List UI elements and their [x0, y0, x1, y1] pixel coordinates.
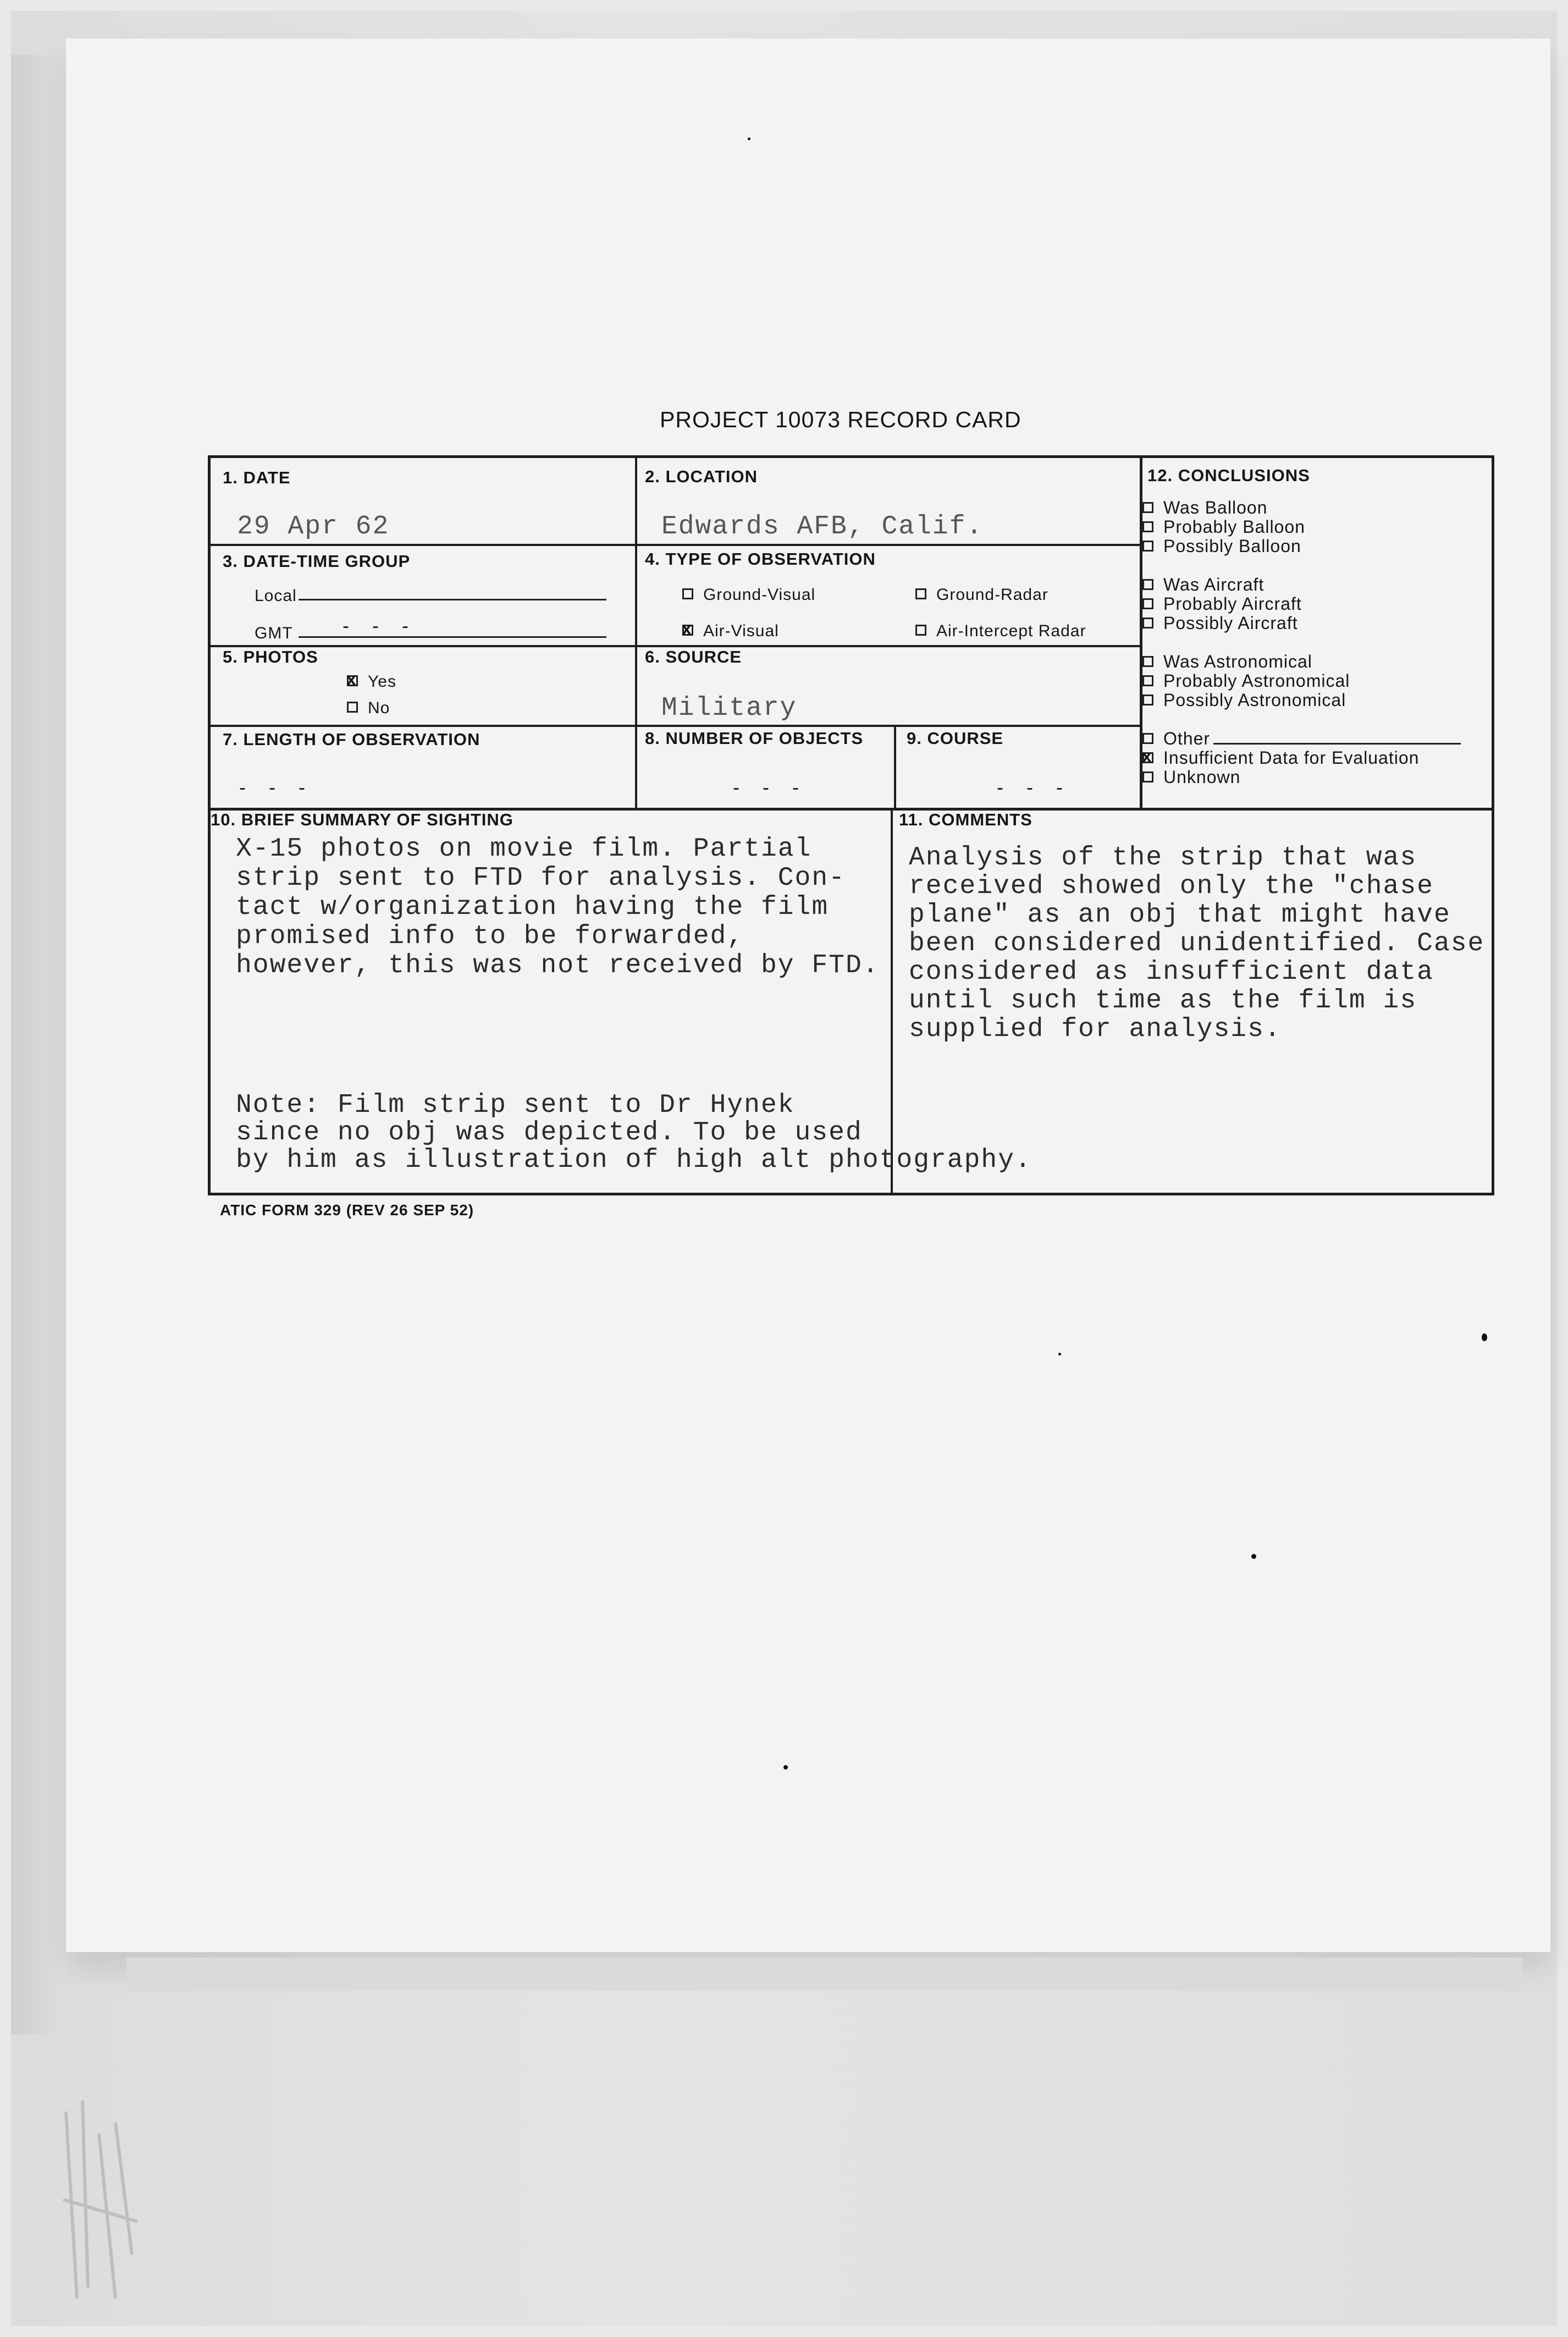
conclusions-label: 12. CONCLUSIONS [1147, 466, 1310, 485]
photos-yes: xYes [347, 673, 396, 691]
summary-line: tact w/organization having the film [236, 892, 829, 922]
faded-stamp-marks [55, 2090, 143, 2299]
summary-line: however, this was not received by FTD. [236, 951, 880, 980]
conclusion-option: Probably Aircraft [1142, 594, 1302, 614]
dust-speck [1058, 1353, 1061, 1355]
num-objects-label: 8. NUMBER OF OBJECTS [645, 729, 864, 748]
divider-v-left [635, 458, 637, 810]
card-title: PROJECT 10073 RECORD CARD [660, 407, 1022, 432]
date-label: 1. DATE [223, 468, 291, 487]
course-label: 9. COURSE [907, 729, 1004, 748]
course-value: - - - [997, 776, 1072, 798]
checked-checkbox-icon [682, 625, 693, 636]
checked-checkbox-icon [1142, 752, 1153, 763]
comments-line: plane" as an obj that might have [909, 900, 1451, 930]
photos-label: 5. PHOTOS [223, 647, 318, 666]
obs-ground-radar: Ground-Radar [915, 586, 1048, 604]
num-objects-value: - - - [733, 776, 808, 798]
note-line: by him as illustration of high alt photography. [236, 1145, 1032, 1175]
checkbox-icon [1142, 675, 1153, 686]
dtg-local-line [299, 599, 606, 600]
checkbox-icon [1142, 771, 1153, 782]
conclusion-option: Unknown [1142, 767, 1240, 787]
dtg-gmt-value: - - - [343, 614, 417, 637]
date-value: 29 Apr 62 [237, 512, 390, 542]
checkbox-icon [1142, 521, 1153, 532]
obs-type-label: 4. TYPE OF OBSERVATION [645, 549, 876, 569]
dust-speck [1251, 1554, 1256, 1559]
conclusion-option: Probably Astronomical [1142, 671, 1350, 691]
checkbox-icon [1142, 502, 1153, 513]
form-number: ATIC FORM 329 (REV 26 SEP 52) [220, 1201, 474, 1219]
divider-v-course [894, 725, 896, 810]
checkbox-icon [1142, 541, 1153, 552]
comments-line: Analysis of the strip that was [909, 843, 1417, 873]
other-fill-line [1213, 743, 1461, 745]
dust-speck [748, 137, 750, 140]
comments-label: 11. COMMENTS [899, 810, 1033, 829]
obs-ground-visual: Ground-Visual [682, 586, 815, 604]
summary-label: 10. BRIEF SUMMARY OF SIGHTING [211, 810, 514, 829]
checked-checkbox-icon [347, 675, 358, 686]
page-shadow-strip [126, 1958, 1523, 1991]
checkbox-icon [1142, 695, 1153, 705]
obs-air-visual: xAir-Visual [682, 622, 779, 641]
divider-v-bottom [891, 808, 893, 1193]
conclusion-option: Other [1142, 729, 1461, 749]
conclusion-option: Possibly Aircraft [1142, 613, 1298, 633]
conclusion-option: Was Astronomical [1142, 652, 1312, 672]
conclusion-option: Was Aircraft [1142, 575, 1264, 595]
length-label: 7. LENGTH OF OBSERVATION [223, 730, 481, 749]
summary-line: promised info to be forwarded, [236, 922, 744, 951]
conclusion-option: Possibly Balloon [1142, 536, 1301, 556]
comments-line: received showed only the "chase [909, 872, 1434, 901]
note-line: since no obj was depicted. To be used [236, 1118, 863, 1148]
checkbox-icon [1142, 579, 1153, 590]
checkbox-icon [682, 588, 693, 599]
comments-line: until such time as the film is [909, 986, 1417, 1016]
dust-speck [1482, 1333, 1487, 1341]
location-label: 2. LOCATION [645, 467, 758, 486]
comments-line: considered as insufficient data [909, 957, 1434, 987]
dust-speck [783, 1765, 788, 1770]
obs-air-intercept-radar: Air-Intercept Radar [915, 622, 1086, 641]
comments-line: been considered unidentified. Case [909, 929, 1485, 958]
checkbox-icon [1142, 733, 1153, 744]
note-line: Note: Film strip sent to Dr Hynek [236, 1090, 795, 1120]
conclusion-option: Was Balloon [1142, 498, 1267, 518]
summary-line: X-15 photos on movie film. Partial [236, 834, 812, 864]
divider-h-row1 [211, 544, 1140, 546]
checkbox-icon [1142, 656, 1153, 667]
checkbox-icon [1142, 618, 1153, 629]
divider-h-row3 [211, 725, 1140, 727]
summary-line: strip sent to FTD for analysis. Con- [236, 863, 846, 893]
checkbox-icon [1142, 598, 1153, 609]
checkbox-icon [915, 588, 926, 599]
record-card [208, 455, 1494, 1195]
dtg-label: 3. DATE-TIME GROUP [223, 552, 411, 571]
photos-no: No [347, 699, 390, 718]
conclusion-option: xInsufficient Data for Evaluation [1142, 748, 1419, 768]
comments-line: supplied for analysis. [909, 1015, 1282, 1044]
length-value: - - - [239, 776, 314, 798]
location-value: Edwards AFB, Calif. [661, 512, 984, 542]
checkbox-icon [915, 625, 926, 636]
source-label: 6. SOURCE [645, 647, 742, 666]
conclusion-option: Probably Balloon [1142, 517, 1305, 537]
dtg-gmt-label: GMT [255, 624, 293, 642]
dtg-local-label: Local [255, 587, 297, 605]
source-value: Military [661, 693, 797, 723]
scan-edge-shadow [11, 55, 66, 2035]
conclusion-option: Possibly Astronomical [1142, 690, 1346, 710]
checkbox-icon [347, 702, 358, 713]
